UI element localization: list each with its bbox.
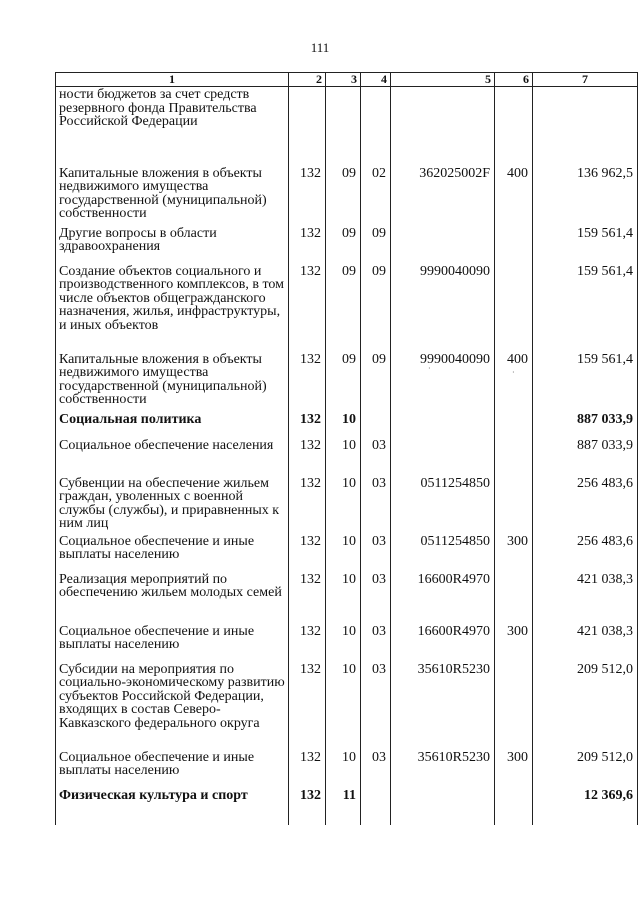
row-value-cell-4 [361, 87, 391, 163]
table-row [56, 531, 638, 569]
row-value-cell-2: 132 [289, 409, 326, 435]
row-value-cell-6 [495, 473, 533, 531]
row-value-cell-6: 400 [495, 163, 533, 223]
row-value-cell-2 [289, 87, 326, 163]
row-value-cell-2: 132 [289, 569, 326, 621]
row-value-cell-5 [391, 435, 495, 473]
row-name-cell: Создание объектов социального и производственного комплексов, в том числе объектов общегражданского назначения, жилья, инфраструктуры, и иных объектов [56, 261, 289, 349]
row-name-cell: Социальное обеспечение и иные выплаты населению [56, 747, 289, 785]
table-row [56, 659, 638, 747]
row-value-cell-5 [391, 223, 495, 261]
row-value-cell-7: 256 483,6 [533, 473, 638, 531]
row-value-cell-4: 02 [361, 163, 391, 223]
row-value-cell-6: 300 [495, 747, 533, 785]
row-value-cell-6 [495, 659, 533, 747]
row-name-cell: Реализация мероприятий по обеспечению жильем молодых семей [56, 569, 289, 621]
row-value-cell-3: 10 [326, 473, 361, 531]
row-value-cell-5: 9990040090 [391, 261, 495, 349]
row-value-cell-7: 256 483,6 [533, 531, 638, 569]
row-value-cell-5: 9990040090 [391, 349, 495, 409]
row-value-cell-7: 159 561,4 [533, 261, 638, 349]
row-value-cell-4: 03 [361, 473, 391, 531]
row-value-cell-7: 421 038,3 [533, 569, 638, 621]
row-value-cell-5: 16600R4970 [391, 569, 495, 621]
header-row [56, 73, 638, 87]
row-value-cell-2: 132 [289, 163, 326, 223]
row-value-cell-6 [495, 569, 533, 621]
scan-mark: · [428, 364, 431, 373]
row-value-cell-6 [495, 223, 533, 261]
row-name-cell: Капитальные вложения в объекты недвижимого имущества государственной (муниципальной) собственности [56, 349, 289, 409]
header-col-1: 1 [56, 73, 289, 87]
row-value-cell-7: 209 512,0 [533, 747, 638, 785]
row-value-cell-7: 887 033,9 [533, 435, 638, 473]
row-value-cell-2: 132 [289, 223, 326, 261]
row-value-cell-3: 10 [326, 747, 361, 785]
header-col-7: 7 [533, 73, 638, 87]
row-name-cell: Социальное обеспечение и иные выплаты населению [56, 621, 289, 659]
row-name-cell: Социальное обеспечение и иные выплаты населению [56, 531, 289, 569]
row-name-cell: Субвенции на обеспечение жильем граждан, уволенных с военной службы (службы), и приравненных к ним лиц [56, 473, 289, 531]
row-value-cell-2: 132 [289, 621, 326, 659]
row-name-cell: Капитальные вложения в объекты недвижимого имущества государственной (муниципальной) собственности [56, 163, 289, 223]
row-value-cell-3: 10 [326, 435, 361, 473]
row-value-cell-3: 09 [326, 163, 361, 223]
row-name-cell: Субсидии на мероприятия по социально-экономическому развитию субъектов Российской Федерации, входящих в состав Северо-Кавказского федерального округа [56, 659, 289, 747]
row-value-cell-6 [495, 435, 533, 473]
row-value-cell-2: 132 [289, 349, 326, 409]
row-value-cell-5: 16600R4970 [391, 621, 495, 659]
row-value-cell-2: 132 [289, 659, 326, 747]
row-value-cell-4: 03 [361, 747, 391, 785]
row-value-cell-7: 887 033,9 [533, 409, 638, 435]
row-value-cell-5: 35610R5230 [391, 659, 495, 747]
table-row [56, 747, 638, 785]
row-value-cell-4: 03 [361, 569, 391, 621]
row-value-cell-3: 10 [326, 621, 361, 659]
table-row [56, 87, 638, 163]
row-value-cell-5: 0511254850 [391, 473, 495, 531]
header-col-5: 5 [391, 73, 495, 87]
row-value-cell-4: 09 [361, 223, 391, 261]
row-value-cell-4: 03 [361, 435, 391, 473]
row-value-cell-3 [326, 87, 361, 163]
row-value-cell-7: 421 038,3 [533, 621, 638, 659]
row-value-cell-5 [391, 785, 495, 825]
row-value-cell-7: 12 369,6 [533, 785, 638, 825]
row-value-cell-3: 10 [326, 409, 361, 435]
row-value-cell-7: 209 512,0 [533, 659, 638, 747]
row-value-cell-2: 132 [289, 435, 326, 473]
table-row [56, 223, 638, 261]
row-value-cell-2: 132 [289, 531, 326, 569]
budget-table [55, 72, 638, 825]
header-col-4: 4 [361, 73, 391, 87]
row-name-cell: Социальное обеспечение населения [56, 435, 289, 473]
row-value-cell-4: 03 [361, 659, 391, 747]
row-value-cell-7: 136 962,5 [533, 163, 638, 223]
row-value-cell-4 [361, 409, 391, 435]
row-value-cell-6: 400 [495, 349, 533, 409]
row-value-cell-5: 35610R5230 [391, 747, 495, 785]
table-row [56, 349, 638, 409]
row-name-cell: Физическая культура и спорт [56, 785, 289, 825]
row-name-cell: ности бюджетов за счет средств резервного фонда Правительства Российской Федерации [56, 87, 289, 163]
table-row [56, 435, 638, 473]
table-row [56, 785, 638, 825]
scan-mark: · [512, 368, 515, 377]
row-value-cell-4: 09 [361, 261, 391, 349]
row-value-cell-2: 132 [289, 785, 326, 825]
row-value-cell-4 [361, 785, 391, 825]
row-name-cell: Другие вопросы в области здравоохранения [56, 223, 289, 261]
row-value-cell-3: 09 [326, 223, 361, 261]
header-col-2: 2 [289, 73, 326, 87]
page-number: 111 [310, 40, 330, 55]
table-row [56, 621, 638, 659]
row-value-cell-5 [391, 87, 495, 163]
row-value-cell-3: 11 [326, 785, 361, 825]
row-value-cell-3: 10 [326, 659, 361, 747]
row-value-cell-3: 10 [326, 531, 361, 569]
table-row [56, 473, 638, 531]
row-value-cell-5: 362025002F [391, 163, 495, 223]
row-value-cell-5: 0511254850 [391, 531, 495, 569]
row-value-cell-3: 10 [326, 569, 361, 621]
table-row [56, 261, 638, 349]
row-value-cell-7: 159 561,4 [533, 349, 638, 409]
row-value-cell-6 [495, 409, 533, 435]
header-col-3: 3 [326, 73, 361, 87]
row-value-cell-3: 09 [326, 349, 361, 409]
row-value-cell-6 [495, 87, 533, 163]
row-value-cell-6 [495, 785, 533, 825]
table-row [56, 163, 638, 223]
row-value-cell-7 [533, 87, 638, 163]
row-value-cell-6 [495, 261, 533, 349]
row-value-cell-4: 09 [361, 349, 391, 409]
row-value-cell-2: 132 [289, 747, 326, 785]
row-value-cell-6: 300 [495, 531, 533, 569]
row-value-cell-4: 03 [361, 531, 391, 569]
row-value-cell-7: 159 561,4 [533, 223, 638, 261]
table-row [56, 409, 638, 435]
row-name-cell: Социальная политика [56, 409, 289, 435]
row-value-cell-2: 132 [289, 261, 326, 349]
row-value-cell-5 [391, 409, 495, 435]
table-row [56, 569, 638, 621]
row-value-cell-2: 132 [289, 473, 326, 531]
row-value-cell-4: 03 [361, 621, 391, 659]
header-col-6: 6 [495, 73, 533, 87]
row-value-cell-3: 09 [326, 261, 361, 349]
row-value-cell-6: 300 [495, 621, 533, 659]
